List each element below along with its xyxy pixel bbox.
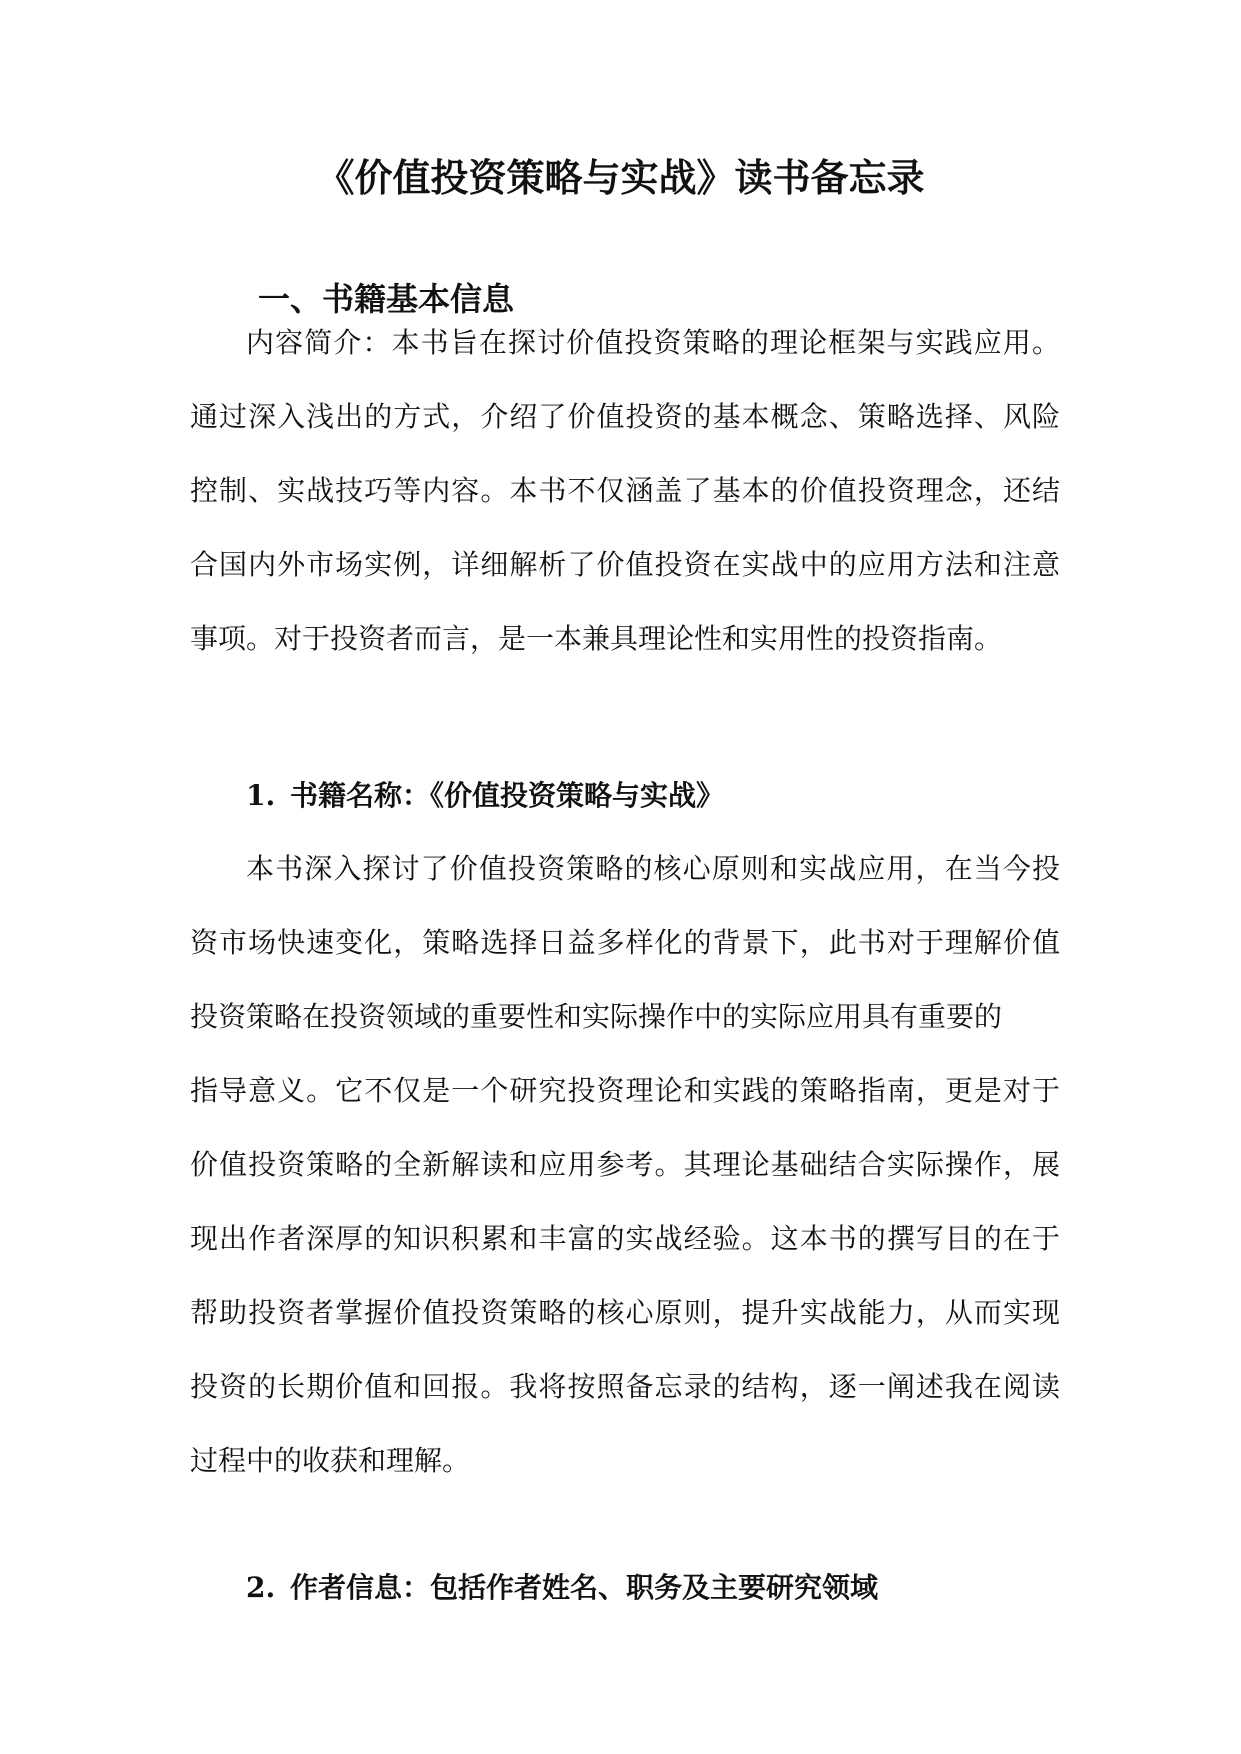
paragraph-line: 通过深入浅出的方式，介绍了价值投资的基本概念、策略选择、风险 (190, 400, 1060, 433)
subheading-number: 2. (246, 1571, 276, 1604)
intro-paragraph (190, 306, 1060, 676)
paragraph-line: 价值投资策略的全新解读和应用参考。其理论基础结合实际操作，展 (190, 1148, 1060, 1181)
paragraph-line: 合国内外市场实例，详细解析了价值投资在实战中的应用方法和注意 (190, 548, 1060, 581)
paragraph-line: 投资的长期价值和回报。我将按照备忘录的结构，逐一阐述我在阅读 (190, 1370, 1060, 1403)
paragraph-line: 控制、实战技巧等内容。本书不仅涵盖了基本的价值投资理念，还结 (190, 474, 1060, 507)
subheading-author-info (246, 1566, 878, 1610)
paragraph-line: 事项。对于投资者而言，是一本兼具理论性和实用性的投资指南。 (190, 622, 1003, 655)
paragraph-line: 本书深入探讨了价值投资策略的核心原则和实战应用，在当今投 (246, 852, 1060, 885)
paragraph-line: 投资策略在投资领域的重要性和实际操作中的实际应用具有重要的 (190, 1000, 1003, 1033)
book-name-paragraph (190, 832, 1060, 1498)
subheading-text: 书籍名称：《价值投资策略与实战》 (290, 779, 725, 812)
subheading-number: 1. (246, 779, 276, 812)
paragraph-line: 内容简介：本书旨在探讨价值投资策略的理论框架与实践应用。 (246, 326, 1060, 359)
section-heading-basic-info: 一、书籍基本信息 (258, 280, 515, 318)
paragraph-line: 现出作者深厚的知识积累和丰富的实战经验。这本书的撰写目的在于 (190, 1222, 1060, 1255)
paragraph-line: 资市场快速变化，策略选择日益多样化的背景下，此书对于理解价值 (190, 926, 1060, 959)
paragraph-line: 帮助投资者掌握价值投资策略的核心原则，提升实战能力，从而实现 (190, 1296, 1060, 1329)
subheading-text: 作者信息：包括作者姓名、职务及主要研究领域 (290, 1571, 879, 1604)
subheading-book-name (246, 774, 724, 818)
paragraph-line: 过程中的收获和理解。 (190, 1444, 471, 1477)
document-title: 《价值投资策略与实战》读书备忘录 (316, 155, 925, 200)
paragraph-line: 指导意义。它不仅是一个研究投资理论和实践的策略指南，更是对于 (190, 1074, 1060, 1107)
